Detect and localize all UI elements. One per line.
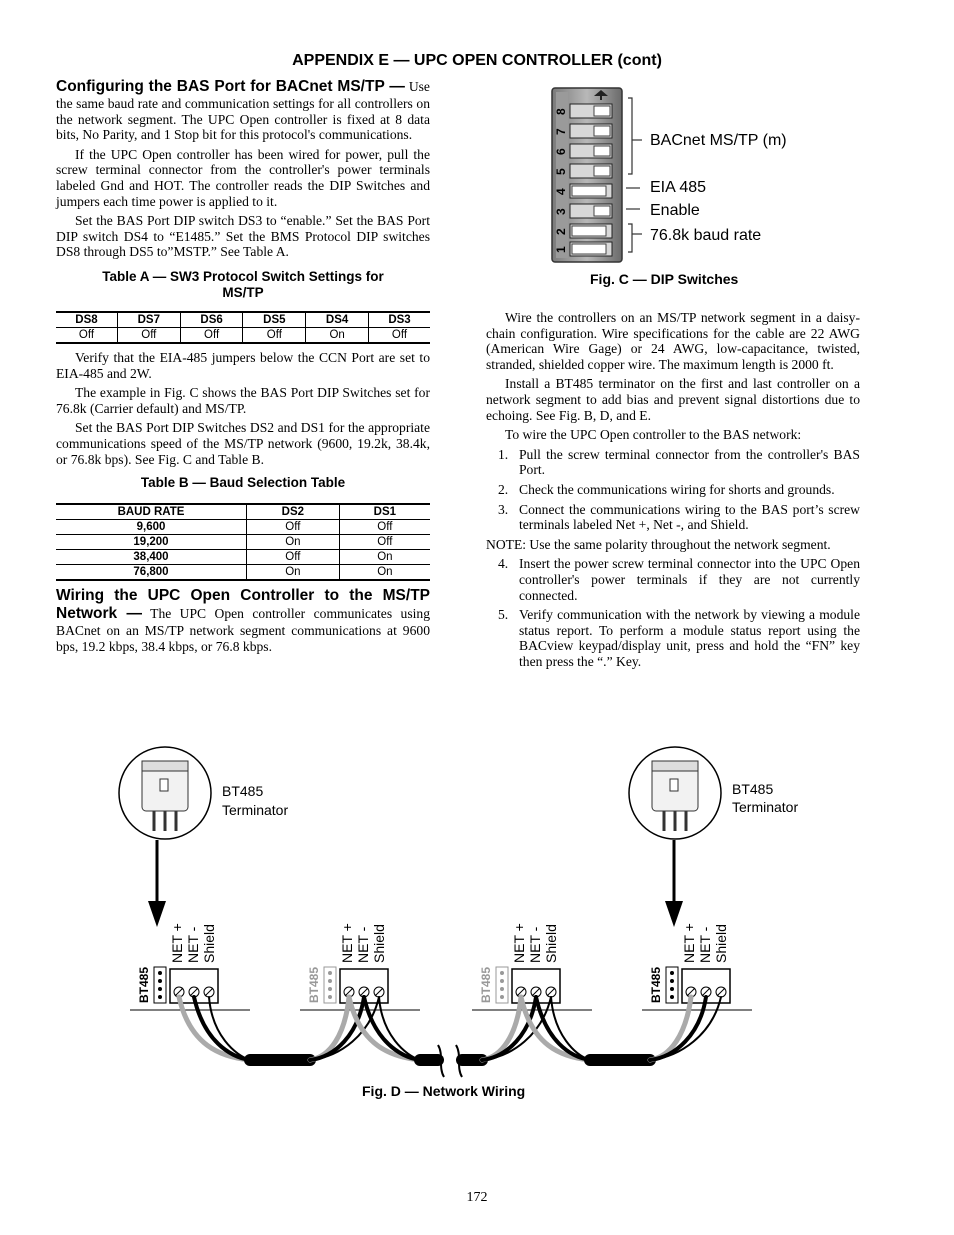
net-plus-label: NET +: [511, 923, 527, 963]
list-item: 1. Pull the screw terminal connector from the controller's BAS Port.: [498, 446, 860, 478]
table-cell: Off: [247, 550, 340, 565]
label-baud-rate: 76.8k baud rate: [650, 227, 762, 244]
fig-d-network-wiring: [120, 745, 799, 1075]
bt485-jumper-label: BT485: [649, 966, 663, 1003]
list-item: 4. Insert the power screw terminal connector into the UPC Open controller's power terminals if they are not currently connected.: [498, 556, 860, 603]
paragraph: To wire the UPC Open controller to the BAS network:: [505, 427, 802, 443]
switch-7: [570, 124, 612, 138]
paragraph: The UPC Open controller communicates using BACnet on an MS/TP network segment communications at 9600 bps, 19.2 kbps, 38.4 kbps, or 76.8 kbps.: [56, 606, 430, 654]
table-header: DS4: [306, 312, 369, 328]
table-cell: Off: [339, 520, 430, 535]
label-enable: Enable: [650, 202, 700, 219]
switch-4: [570, 184, 612, 198]
net-minus-label: NET -: [355, 926, 371, 963]
table-cell: On: [339, 565, 430, 581]
fig-d-caption: Fig. D — Network Wiring: [362, 1083, 526, 1099]
table-cell: 76,800: [56, 565, 247, 581]
net-minus-label: NET -: [527, 926, 543, 963]
table-cell: On: [306, 327, 369, 343]
switch-1: [570, 242, 612, 256]
table-header: DS5: [243, 312, 306, 328]
controller-connector-4: [649, 923, 730, 1003]
paragraph: Verify that the EIA-485 jumpers below the CCN Port are set to EIA-485 and 2W.: [56, 349, 430, 381]
switch-3: [570, 204, 612, 218]
right-column: [486, 306, 860, 673]
switch-number: 3: [554, 208, 568, 215]
paragraph: Wire the controllers on an MS/TP network segment in a daisy-chain configuration. Wire specifications for the cable are 22 AWG (American Wire Gage) or 24 AWG, low-capacitance, twisted, stranded, shielded copper wire. The maximum length is 2000 ft.: [486, 310, 860, 372]
paragraph: The example in Fig. C shows the BAS Port DIP Switches set for 76.8k (Carrier default) and MS/TP.: [56, 385, 430, 416]
fig-c-caption: Fig. C — DIP Switches: [590, 271, 739, 287]
terminator-label: Terminator: [222, 802, 289, 818]
table-row: [56, 327, 430, 343]
table-header: DS8: [56, 312, 117, 328]
table-cell: 9,600: [56, 520, 247, 535]
switch-2: [570, 224, 612, 238]
paragraph: If the UPC Open controller has been wired for power, pull the screw terminal connector from the controller's power terminals labeled Gnd and HOT. The controller reads the DIP Switches and jumpers each time power is applied to it.: [56, 146, 430, 209]
table-a-caption: Table A — SW3 Protocol Switch Settings for MS/TP: [102, 268, 384, 300]
table-row: [56, 550, 430, 565]
label-bacnet-mstp: BACnet MS/TP (m): [650, 132, 787, 149]
net-plus-label: NET +: [681, 923, 697, 963]
paragraph: Set the BAS Port DIP switch DS3 to “enable.” Set the BAS Port DIP switch DS4 to “E1485.” Set the BMS Protocol DIP switches DS8 through DS5 to”MSTP.” See Table A.: [56, 213, 430, 260]
fig-c-dip-switch-figure: [548, 86, 808, 266]
page-number: 172: [466, 1190, 488, 1205]
terminator-label: BT485: [732, 781, 774, 797]
bt485-jumper-label: BT485: [479, 966, 493, 1003]
table-header: DS7: [117, 312, 180, 328]
table-header: DS6: [180, 312, 243, 328]
table-header: BAUD RATE: [56, 504, 247, 520]
terminator-label: BT485: [222, 783, 264, 799]
switch-number: 5: [554, 168, 568, 175]
table-cell: Off: [243, 327, 306, 343]
table-row: [56, 520, 430, 535]
page-title: APPENDIX E — UPC OPEN CONTROLLER (cont): [292, 52, 662, 69]
table-cell: On: [247, 535, 340, 550]
table-a: [56, 311, 430, 344]
network-wiring-diagram: [120, 745, 799, 1075]
table-cell: Off: [369, 327, 431, 343]
left-column: [56, 78, 430, 654]
table-b: [56, 503, 430, 581]
list-item: 2. Check the communications wiring for shorts and grounds.: [498, 481, 835, 497]
shield-label: Shield: [713, 924, 729, 963]
switch-number: 1: [554, 246, 568, 253]
controller-connector-1: [137, 923, 218, 1003]
steps-list: [486, 556, 860, 669]
label-eia485: EIA 485: [650, 179, 707, 196]
controller-connector-2: [307, 923, 388, 1003]
paragraph: Install a BT485 terminator on the first and last controller on a network segment to add bias and prevent signal distortions due to echoing. See Fig. B, D, and E.: [486, 376, 860, 423]
shield-label: Shield: [371, 924, 387, 963]
table-header: DS3: [369, 312, 431, 328]
switch-number: 6: [554, 148, 568, 155]
switch-number: 2: [554, 228, 568, 235]
bt485-jumper-label: BT485: [307, 966, 321, 1003]
table-row: [56, 565, 430, 581]
table-cell: Off: [247, 520, 340, 535]
net-plus-label: NET +: [339, 923, 355, 963]
switch-5: [570, 164, 612, 178]
net-minus-label: NET -: [697, 926, 713, 963]
table-row: [56, 535, 430, 550]
arrow-down-icon: [148, 901, 166, 927]
table-cell: Off: [117, 327, 180, 343]
table-cell: On: [247, 565, 340, 581]
switch-8: [570, 104, 612, 118]
bt485-terminator-right: [629, 747, 798, 927]
switch-6: [570, 144, 612, 158]
switch-number: 7: [554, 128, 568, 135]
steps-list: [486, 447, 860, 533]
table-cell: 19,200: [56, 535, 247, 550]
arrow-down-icon: [665, 901, 683, 927]
switch-number: 8: [554, 108, 568, 115]
net-plus-label: NET +: [169, 923, 185, 963]
table-cell: On: [339, 550, 430, 565]
section-heading-wiring: Wiring the UPC Open Controller to the MS/TP Network —: [56, 587, 430, 623]
table-header: DS1: [339, 504, 430, 520]
bt485-terminator-left: [119, 747, 288, 927]
table-cell: Off: [339, 535, 430, 550]
cable-wires: [179, 997, 721, 1060]
table-header: DS2: [247, 504, 340, 520]
switch-number: 4: [554, 188, 568, 195]
bt485-jumper-label: BT485: [137, 966, 151, 1003]
net-minus-label: NET -: [185, 926, 201, 963]
note: NOTE: Use the same polarity throughout the network segment.: [486, 536, 831, 552]
table-cell: Off: [180, 327, 243, 343]
controller-connector-3: [479, 923, 560, 1003]
terminator-label: Terminator: [732, 799, 799, 815]
list-item: 5. Verify communication with the network by viewing a module status report. To perform a module status report using the BACview keypad/display unit, press and hold the “FN” key then press the “.” Key.: [498, 607, 860, 669]
paragraph: Use the same baud rate and communication settings for all controllers on the network segment. The UPC Open controller is fixed at 8 data bits, No Parity, and 1 Stop bit for this protocol's communications.: [56, 79, 430, 143]
table-cell: Off: [56, 327, 117, 343]
list-item: 3. Connect the communications wiring to the BAS port’s screw terminals labeled Net +, Net -, and Shield.: [498, 501, 860, 533]
table-b-caption: Table B — Baud Selection Table: [140, 475, 346, 491]
shield-label: Shield: [201, 924, 217, 963]
paragraph: Set the BAS Port DIP Switches DS2 and DS1 for the appropriate communications speed of the MS/TP network (9600, 19.2k, 38.4k, or 76.8k bps). See Fig. C and Table B.: [56, 420, 430, 467]
section-heading-bas-port: Configuring the BAS Port for BACnet MS/TP —: [56, 78, 405, 95]
table-cell: 38,400: [56, 550, 247, 565]
shield-label: Shield: [543, 924, 559, 963]
dip-switch-illustration: [548, 86, 808, 266]
